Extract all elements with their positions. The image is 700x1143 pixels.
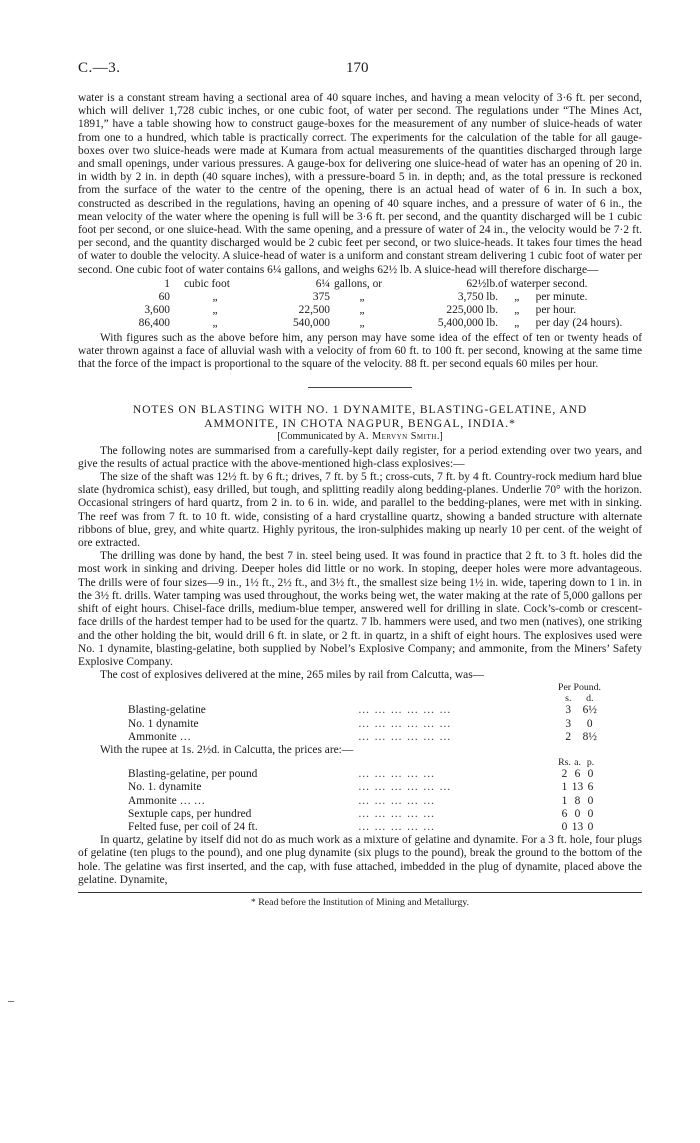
cell: „ [359, 304, 365, 317]
leader-dots: … … … … … [358, 794, 436, 807]
page-header [78, 62, 642, 92]
cost-row [128, 718, 601, 731]
cell: 22,500 [298, 304, 330, 317]
leader-dots: … … … … … … [358, 704, 452, 717]
unit-heading: d. [586, 693, 594, 705]
rupees: 2 [561, 768, 568, 781]
cell: „ [359, 317, 365, 330]
cell: „ [359, 291, 365, 304]
paragraph-rupee: With the rupee at 1s. 2½d. in Calcutta, the prices are:— [100, 743, 354, 756]
discharge-row [78, 304, 622, 317]
paragraph-drilling: The drilling was done by hand, the best 7 in. steel being used. It was found in practice that 2 ft. to 3 ft. holes did the most work in sinking and driving. Deeper holes did little or no work. In stoping, deeper holes were more advantageous. The drills were of four sizes—9 in., 1½ ft., 2½ ft., and 3½ ft., the smallest size being 1½ in. wide, tapering down to 1 in. in the 3½ ft. drills. Water tamping was used throughout, the works being wet, the water making at the rate of 5,000 gallons per shift of eight hours. Chisel-face drills, medium-blue temper, answered well for drilling in slate. Cock’s-comb or crescent-face drills of the hardest temper had to be used for the quartz. 7 lb. hammers were used, and two men (natives), one striking and the other holding the bit, would drill 6 ft. in slate, or 2 ft. in quartz, in a shift of eight hours. The explosives used were No. 1 dynamite, blasting-gelatine, both supplied by Nobel’s Explosive Company; and ammonite, from the Miners’ Safety Explosive Company. [78, 550, 642, 668]
paragraph-intro: The following notes are summarised from a carefully-kept daily register, for a period extending over two years, and give the results of actual practice with the above-mentioned high-class explosives:— [78, 444, 642, 470]
paragraph-velocity: With figures such as the above before him, any person may have some idea of the effect of ten or twenty heads of water thrown against a face of alluvial wash with a velocity of from 60 ft. to 100 ft. per second, knowing at the same time that the force of the impact is proportional to the square of the velocity. 88 ft. per second equals 60 miles per hour. [78, 331, 642, 371]
pence: 8½ [582, 730, 597, 743]
pies: 6 [587, 781, 594, 794]
cost-row [128, 704, 601, 717]
cost-per-pound-table [128, 682, 601, 744]
article-title-line: AMMONITE, IN CHOTA NAGPUR, BENGAL, INDIA.* [204, 416, 516, 430]
cell: 1 [164, 277, 170, 290]
article-title [78, 403, 642, 430]
item-name: Blasting-gelatine [128, 704, 206, 717]
shillings: 3 [565, 704, 572, 717]
cost-row [128, 795, 597, 808]
cell: gallons, or [334, 277, 383, 290]
byline-suffix: .] [436, 431, 443, 443]
item-name: Felted fuse, per coil of 24 ft. [128, 820, 258, 833]
cost-row [128, 781, 597, 794]
annas: 8 [574, 794, 581, 807]
cell: „ [514, 304, 520, 317]
unit-heading-row [128, 757, 597, 768]
annas: 0 [574, 807, 581, 820]
unit-heading: p. [586, 757, 595, 769]
unit-heading: Rs. [558, 757, 571, 769]
byline [78, 430, 642, 443]
margin-mark: – [8, 993, 14, 1007]
rupees: 1 [561, 794, 568, 807]
cell: „ [212, 291, 218, 304]
cell: cubic foot [184, 277, 230, 290]
leader-dots: … … … … … … [358, 781, 452, 794]
leader-dots: … … … … … … [358, 730, 452, 743]
pies: 0 [587, 820, 594, 833]
unit-heading: s. [565, 693, 572, 705]
cell: per day (24 hours). [535, 317, 623, 330]
cell: „ [514, 317, 520, 330]
page-number: 170 [346, 60, 369, 76]
shillings: 2 [565, 730, 572, 743]
cell: 3,750 lb. [457, 291, 498, 304]
cost-row [128, 808, 597, 821]
cell: „ [212, 317, 218, 330]
cell: 3,600 [144, 304, 170, 317]
rupees: 0 [561, 820, 568, 833]
footnote-divider [78, 892, 642, 893]
paragraph-shaft: The size of the shaft was 12½ ft. by 6 ft.; drives, 7 ft. by 5 ft.; cross-cuts, 7 ft. by 4 ft. Country-rock medium hard blue slate (hydromica schist), easy drilled, but tough, and splitting readily along bedding-planes. Underlie 70° with the horizon. Occasional stringers of hard quartz, from 2 in. to 6 in. wide, and parallel to the bedding-planes, were met with in sinking. The reef was from 7 ft. to 10 ft. wide, consisting of a hard crystalline quartz, showing a banded structure with alternate ribbons of blue, grey, and white quartz. Highly pyritous, the iron-sulphides making up nearly 10 per cent. of the weight of ore extracted. [78, 471, 642, 550]
pies: 0 [587, 768, 594, 781]
item-name: Sextuple caps, per hundred [128, 807, 252, 820]
cell: 375 [312, 291, 330, 304]
cost-rupees-table [128, 757, 597, 834]
item-name: Blasting-gelatine, per pound [128, 768, 258, 781]
cell: 6¼ [315, 277, 330, 290]
cell: of water [498, 277, 536, 290]
paragraph-cost-intro: The cost of explosives delivered at the mine, 265 miles by rail from Calcutta, was— [100, 669, 485, 682]
pence: 6½ [582, 704, 597, 717]
shillings: 3 [565, 717, 572, 730]
unit-heading-row [128, 693, 601, 704]
cell: 60 [158, 291, 170, 304]
item-name: Ammonite … [128, 730, 191, 743]
paragraph-sluice-head: water is a constant stream having a sectional area of 40 square inches, and having a mean velocity of 3·6 ft. per second, which will deliver 1,728 cubic inches, or one cubic foot, of water per second. The regulations under “The Mines Act, 1891,” have a table showing how to construct gauge-boxes for the measurement of any number of sluice-heads of water from one to a hundred, which table is practically correct. The experiments for the calculation of the table for all gauge-boxes over two sluice-heads were made at Kumara from actual measurements of the quantities discharged through large and small openings, under various pressures. A gauge-box for delivering one sluice-head of water has an opening of 20 in. in width by 2 in. in depth (40 square inches), with a pressure-board 5 in. in depth; and, as the total pressure is reckoned from the surface of the water to the centre of the opening, there is an actual head of water of 6 in. In such a box, constructed as described in the regulations, having an opening of 40 square inches, and a pressure of water of 6 in., the mean velocity of the water where the opening is full will be 3·6 ft. per second, and the quantity discharged will be 1 cubic foot per second, or one sluice-head. With the same opening, and a pressure of water of 24 in., the velocity would be 7·2 ft. per second, and the quantity discharged would be 2 cubic feet per second, or two sluice-heads. It takes four times the head of water to double the velocity. A sluice-head of water is a uniform and constant stream delivering 1 cubic foot of water per second. One cubic foot of water contains 6¼ gallons, and weighs 62½ lb. A sluice-head will therefore discharge— [78, 92, 642, 276]
cell: „ [514, 291, 520, 304]
annas: 13 [571, 781, 584, 794]
item-name: Ammonite … … [128, 794, 206, 807]
annas: 13 [571, 820, 584, 833]
leader-dots: … … … … … [358, 768, 436, 781]
column-heading-row [128, 682, 601, 693]
item-name: No. 1. dynamite [128, 781, 202, 794]
cost-row [128, 768, 597, 781]
leader-dots: … … … … … … [358, 717, 452, 730]
discharge-table [78, 278, 622, 331]
cell: per minute. [535, 291, 588, 304]
annas: 6 [574, 768, 581, 781]
cell: „ [212, 304, 218, 317]
article-title-line: NOTES ON BLASTING WITH NO. 1 DYNAMITE, BLASTING-GELATINE, AND [132, 403, 588, 417]
item-name: No. 1 dynamite [128, 717, 199, 730]
cell: per hour. [535, 304, 577, 317]
discharge-row [78, 317, 622, 330]
cost-row [128, 821, 597, 834]
document-reference: C.—3. [78, 60, 121, 76]
page [78, 62, 642, 909]
cost-row [128, 731, 601, 744]
paragraph-quartz: In quartz, gelatine by itself did not do as much work as a mixture of gelatine and dynamite. For a 3 ft. hole, four plugs of gelatine (ten plugs to the pound), and one plug dynamite (six plugs to the pound), break the ground to the bottom of the hole. The gelatine was first inserted, and the cap, with fuse attached, imbedded in the plug of dynamite, placed above the gelatine. Dynamite, [78, 834, 642, 886]
pies: 0 [587, 807, 594, 820]
rupees: 6 [561, 807, 568, 820]
rupees: 1 [561, 781, 568, 794]
column-heading: Per Pound. [558, 682, 602, 694]
cell: 540,000 [292, 317, 330, 330]
cell: per second. [535, 277, 588, 290]
discharge-row [78, 291, 622, 304]
cell: 5,400,000 lb. [437, 317, 498, 330]
unit-heading: a. [574, 757, 581, 769]
byline-author: A. Mervyn Smith [358, 431, 437, 443]
leader-dots: … … … … … [358, 820, 436, 833]
section-divider [308, 387, 412, 388]
cell: 86,400 [138, 317, 170, 330]
leader-dots: … … … … … [358, 807, 436, 820]
cell: 225,000 lb. [446, 304, 498, 317]
pence: 0 [586, 717, 593, 730]
cell: 62½lb. [466, 277, 498, 290]
byline-prefix: [Communicated by [277, 431, 359, 443]
footnote: * Read before the Institution of Mining and Metallurgy. [250, 896, 470, 908]
pies: 0 [587, 794, 594, 807]
discharge-row [78, 278, 622, 291]
